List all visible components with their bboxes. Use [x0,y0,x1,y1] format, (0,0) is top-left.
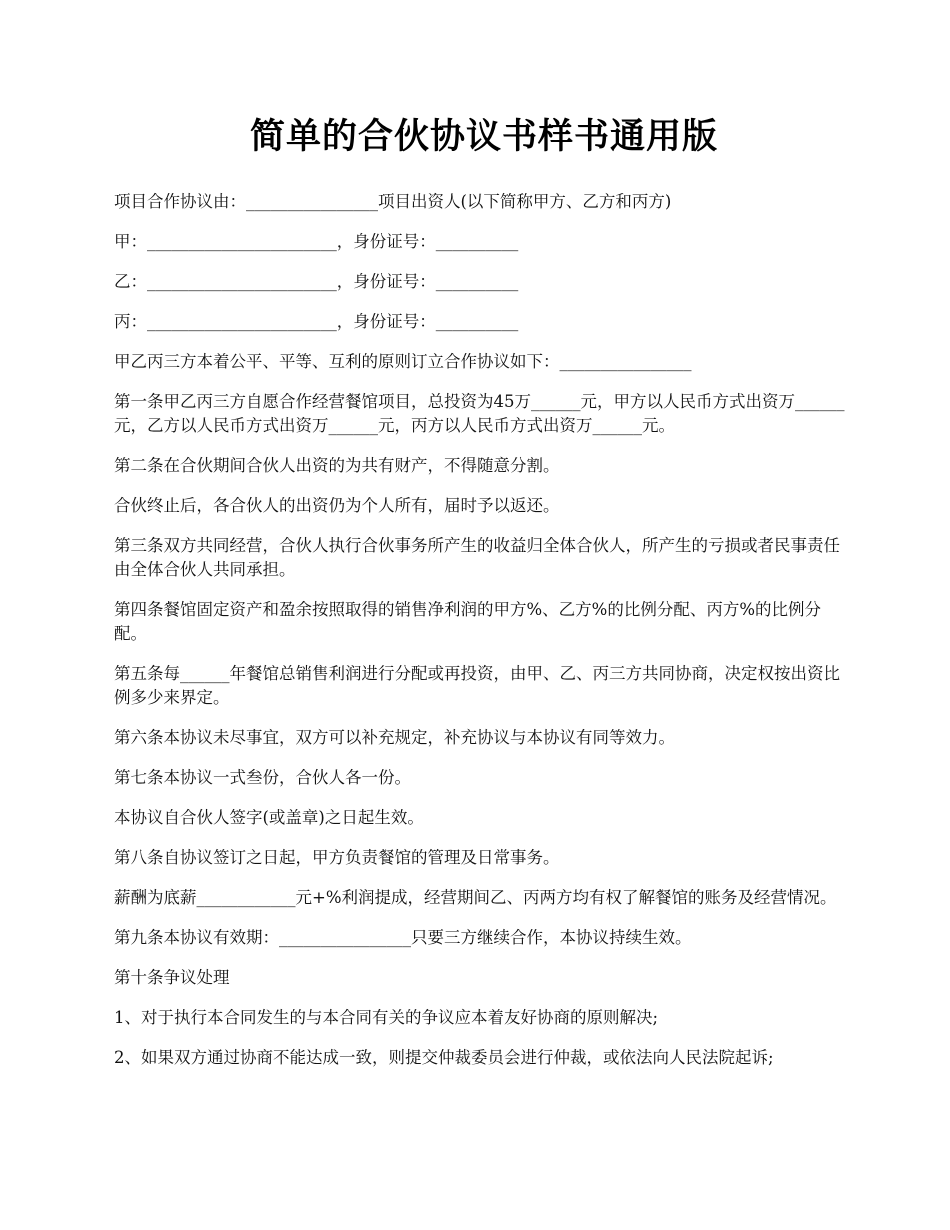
article-1: 第一条甲乙丙三方自愿合作经营餐馆项目，总投资为45万______元，甲方以人民币方式出资万______元，乙方以人民币方式出资万______元，丙方以人民币方式出资万______元。 [114,392,845,435]
article-10-item-1: 1、对于执行本合同发生的与本合同有关的争议应本着友好协商的原则解决; [114,1008,659,1027]
article-3: 第三条双方共同经营，合伙人执行合伙事务所产生的收益归全体合伙人，所产生的亏损或者民事责任由全体合伙人共同承担。 [114,536,840,579]
article-8: 第八条自协议签订之日起，甲方负责餐馆的管理及日常事务。 [114,848,560,867]
agreement-preamble: 甲乙丙三方本着公平、平等、互利的原则订立合作协议如下：________________ [114,352,692,371]
article-2-continued: 合伙终止后，各合伙人的出资仍为个人所有，届时予以返还。 [114,496,560,515]
party-c-line: 丙：_______________________，身份证号：__________ [114,312,519,331]
article-6: 第六条本协议未尽事宜，双方可以补充规定，补充协议与本协议有同等效力。 [114,728,675,747]
article-7-continued: 本协议自合伙人签字(或盖章)之日起生效。 [114,808,424,827]
article-9: 第九条本协议有效期：________________只要三方继续合作，本协议持续生效。 [114,928,692,947]
intro-paragraph: 项目合作协议由：________________项目出资人(以下简称甲方、乙方和丙方) [114,192,672,211]
party-a-line: 甲：_______________________，身份证号：__________ [114,232,519,251]
article-10-item-2: 2、如果双方通过协商不能达成一致，则提交仲裁委员会进行仲裁，或依法向人民法院起诉; [114,1048,774,1067]
article-8-continued: 薪酬为底薪____________元+%利润提成，经营期间乙、丙两方均有权了解餐馆的账务及经营情况。 [114,888,837,907]
document-title: 简单的合伙协议书样书通用版 [249,116,718,157]
article-7: 第七条本协议一式叁份，合伙人各一份。 [114,768,411,787]
article-5: 第五条每______年餐馆总销售利润进行分配或再投资，由甲、乙、丙三方共同协商，决定权按出资比例多少来界定。 [114,664,840,707]
party-b-line: 乙：_______________________，身份证号：__________ [114,272,519,291]
document-page [114,108,854,1086]
article-2: 第二条在合伙期间合伙人出资的为共有财产，不得随意分割。 [114,456,560,475]
article-10-heading: 第十条争议处理 [114,968,230,987]
article-4: 第四条餐馆固定资产和盈余按照取得的销售净利润的甲方%、乙方%的比例分配、丙方%的比例分配。 [114,600,822,643]
